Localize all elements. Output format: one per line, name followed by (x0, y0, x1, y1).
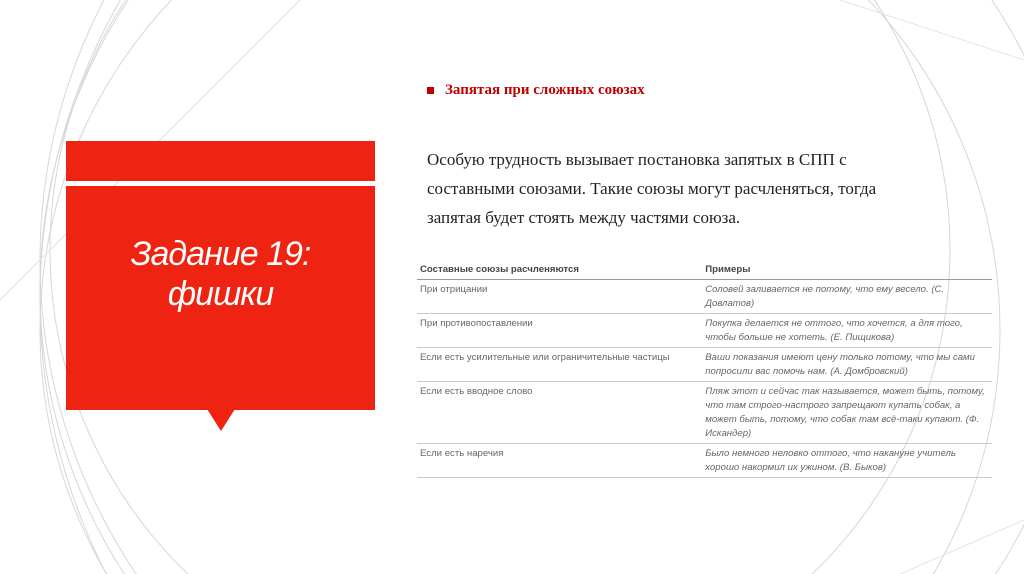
condition-cell: При противопоставлении (417, 314, 702, 348)
table-row (417, 314, 992, 348)
table-row (417, 382, 992, 444)
condition-cell: Если есть наречия (417, 444, 702, 478)
table-row (417, 444, 992, 478)
square-bullet-icon (427, 87, 434, 94)
table-row (417, 280, 992, 314)
example-cell: Ваши показания имеют цену только потому, что мы сами попросили вас помочь нам. (А. Домбровский) (702, 348, 992, 382)
accent-strip (66, 141, 375, 181)
column-header: Составные союзы расчленяются (417, 260, 702, 280)
example-cell: Было немного неловко оттого, что накануне учитель хорошо накормил их ужином. (В. Быков) (702, 444, 992, 478)
paragraph-line: составными союзами. Такие союзы могут расчленяться, тогда (427, 179, 877, 198)
condition-cell: Если есть вводное слово (417, 382, 702, 444)
condition-cell: При отрицании (417, 280, 702, 314)
title-box-pointer (207, 409, 235, 431)
column-header: Примеры (702, 260, 992, 280)
slide-title-line2: фишки (167, 275, 274, 313)
bullet-heading (427, 82, 645, 99)
bullet-heading-text: Запятая при сложных союзах (445, 82, 645, 98)
paragraph-line: запятая будет стоять между частями союза. (427, 208, 741, 227)
paragraph-line: Особую трудность вызывает постановка запятых в СПП с (427, 150, 847, 169)
condition-cell: Если есть усилительные или ограничительные частицы (417, 348, 702, 382)
example-cell: Соловей заливается не потому, что ему весело. (С. Довлатов) (702, 280, 992, 314)
example-cell: Покупка делается не оттого, что хочется, а для того, чтобы больше не хотеть. (Е. Пищикова) (702, 314, 992, 348)
conjunctions-table (417, 260, 992, 478)
slide-title (66, 234, 375, 314)
example-cell: Пляж этот и сейчас так называется, может быть, потому, что там строго-настрого запрещают купать собак, а может быть, потому, что собак там всё-таки купают. (Ф. Искандер) (702, 382, 992, 444)
explanation-paragraph (427, 145, 987, 232)
table-row (417, 348, 992, 382)
slide-title-line1: Задание 19: (130, 235, 311, 273)
table-header-row (417, 260, 992, 280)
